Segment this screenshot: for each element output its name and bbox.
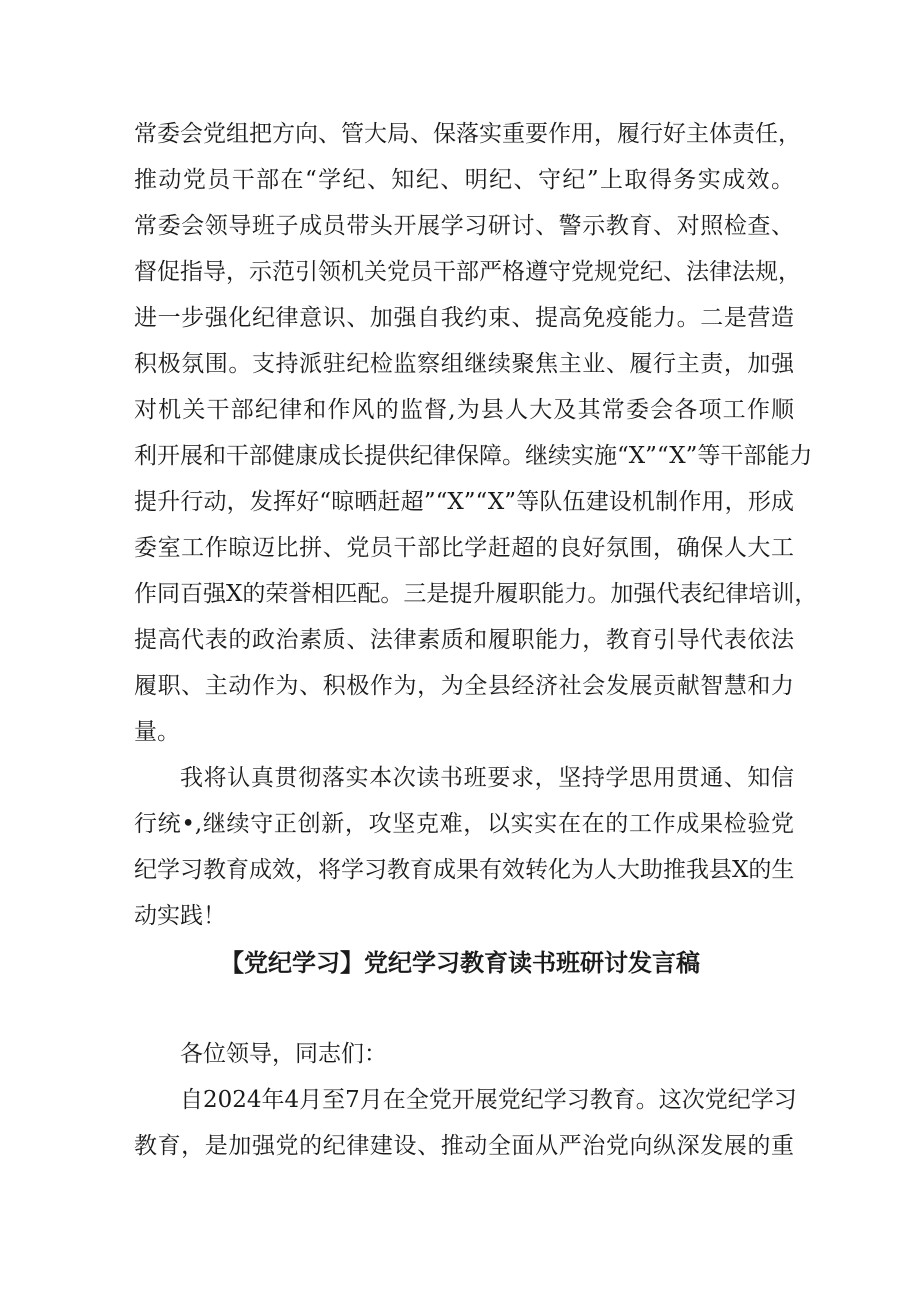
text-line: 行统•,继续守正创新，攻坚克难，以实实在在的工作成果检验党 — [134, 811, 794, 837]
text-line: 常委会领导班子成员带头开展学习研讨、警示教育、对照检查、 — [134, 213, 794, 239]
text-line: 督促指导，示范引领机关党员干部严格遵守党规党纪、法律法规， — [134, 259, 801, 285]
text-line: 我将认真贯彻落实本次读书班要求，坚持学思用贯通、知信 — [180, 765, 794, 791]
text-line: 教育，是加强党的纪律建设、推动全面从严治党向纵深发展的重 — [134, 1133, 794, 1159]
text-line: 量。 — [134, 719, 180, 745]
text-line: 利开展和干部健康成长提供纪律保障。继续实施“X”“X”等干部能力 — [134, 443, 813, 469]
text-line: 自2024年4月至7月在全党开展党纪学习教育。这次党纪学习 — [180, 1087, 797, 1113]
text-line: 提高代表的政治素质、法律素质和履职能力，教育引导代表依法 — [134, 627, 794, 653]
text-line: 履职、主动作为、积极作为，为全县经济社会发展贡献智慧和力 — [134, 673, 794, 699]
greeting-line: 各位领导，同志们： — [180, 1041, 387, 1067]
text-line: 积极氛围。支持派驻纪检监察组继续聚焦主业、履行主责，加强 — [134, 351, 794, 377]
text-line: 进一步强化纪律意识、加强自我约束、提高免疫能力。二是营造 — [134, 305, 794, 331]
text-line: 提升行动，发挥好“晾晒赶超”“X”“X”等队伍建设机制作用，形成 — [134, 489, 794, 515]
text-line: 委室工作晾迈比拼、党员干部比学赶超的良好氛围，确保人大工 — [134, 535, 794, 561]
section-heading: 【党纪学习】党纪学习教育读书班研讨发言稿 — [220, 949, 700, 977]
text-line: 作同百强X的荣誉相匹配。三是提升履职能力。加强代表纪律培训， — [134, 581, 818, 607]
text-line: 常委会党组把方向、管大局、保落实重要作用，履行好主体责任， — [134, 121, 801, 147]
text-line: 对机关干部纪律和作风的监督,为县人大及其常委会各项工作顺 — [134, 397, 794, 423]
text-line: 纪学习教育成效，将学习教育成果有效转化为人大助推我县X的生 — [134, 857, 795, 883]
text-line: 动实践！ — [134, 903, 226, 929]
text-line: 推动党员干部在“学纪、知纪、明纪、守纪”上取得务实成效。 — [134, 167, 794, 193]
